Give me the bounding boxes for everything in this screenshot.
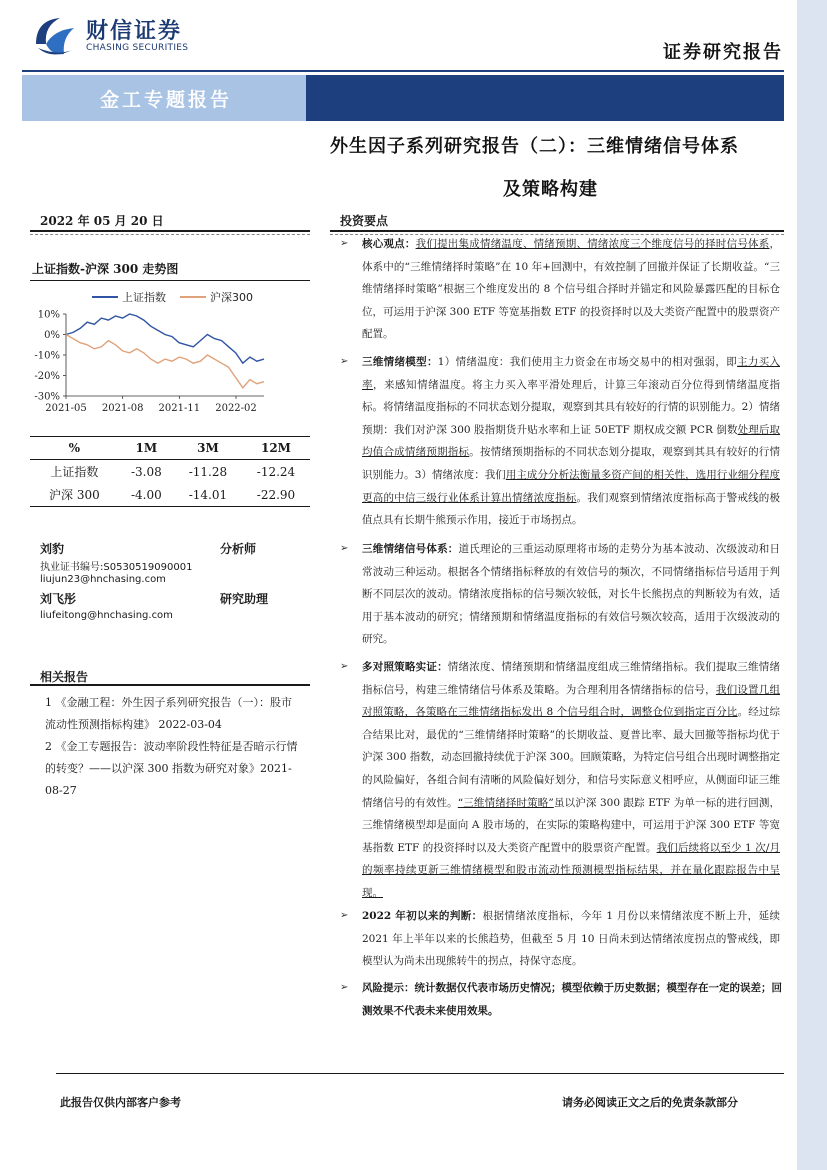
table-row bbox=[30, 483, 310, 507]
bullet-icon: ➢ bbox=[340, 543, 349, 554]
key-point-label: 三维情绪模型： bbox=[362, 356, 438, 368]
related-reports-title: 相关报告 bbox=[40, 670, 89, 684]
divider bbox=[330, 230, 784, 232]
banner-label: 金工专题报告 bbox=[100, 89, 233, 111]
key-point-underline: “三维情绪择时策略” bbox=[457, 796, 554, 809]
chart-x-tick-label: 2021-11 bbox=[158, 403, 201, 414]
brand-name: 财信证券 bbox=[86, 19, 183, 44]
divider bbox=[30, 234, 310, 235]
analyst-name: 刘豹 bbox=[40, 542, 65, 556]
chart-y-tick-label: 10% bbox=[37, 309, 60, 321]
footer-right: 请务必阅读正文之后的免责条款部分 bbox=[562, 1096, 738, 1109]
key-point-underline: 用主成分分析法衡量多资产间的相关性，选用行业细分程度更高的中信三级行业体系计算出情绪浓度指标 bbox=[362, 468, 781, 504]
table-cell: 上证指数 bbox=[50, 465, 99, 479]
bullet-icon: ➢ bbox=[340, 661, 349, 672]
table-header: % bbox=[68, 441, 81, 455]
key-point-text: 。我们观察到情绪浓度指标高于警戒线的极值点具有长期牛熊预示作用，接近于市场拐点。 bbox=[362, 491, 781, 527]
table-cell: -22.90 bbox=[256, 487, 296, 502]
chart-section-title: 上证指数-沪深 300 走势图 bbox=[32, 262, 179, 276]
key-point-text: ，来感知情绪温度。将主力买入率平滑处理后，计算三年滚动百分位得到情绪温度指标。将情绪温度指标的不同状态划分提取，观察到其具有较好的行情的识别能力。2）情绪预期：我们对沪深 300 股指期货升贴水率和上证 50ETF 期权成交额 PCR 倒数 bbox=[362, 378, 781, 436]
brand-name-en: CHASING SECURITIES bbox=[86, 43, 189, 53]
performance-table bbox=[30, 436, 310, 507]
key-point-text: ，体系中的“三维情绪择时策略”在 10 年+回测中，有效控制了回撤并保证了长期收益。“三维情绪择时策略”根据三个维度发出的 8 个信号组合择时并锚定和风险暴露匹配的目标仓位，可运用于沪深 300 ETF 等宽基指数 ETF 的投资择时以及大类资产配置中的股票资产配置。 bbox=[362, 238, 781, 341]
key-point-label: 2022 年初以来的判断： bbox=[362, 910, 483, 922]
key-point-label: 三维情绪信号体系： bbox=[362, 543, 459, 555]
bullet-icon: ➢ bbox=[340, 238, 349, 249]
chart-x-tick-label: 2021-05 bbox=[45, 403, 87, 414]
key-point-label: 多对照策略实证： bbox=[362, 661, 448, 673]
report-title-line1: 外生因子系列研究报告（二）：三维情绪信号体系 bbox=[330, 136, 739, 157]
chart-y-tick-label: 0% bbox=[44, 330, 60, 341]
key-point-strategy bbox=[362, 656, 780, 905]
table-cell: 沪深 300 bbox=[49, 488, 100, 502]
key-point-text: 道氏理论的三重运动原理将市场的走势分为基本波动、次级波动和日常波动三种运动。根据各个情绪指标释放的有效信号的频次，不同情绪指标信号适用于判断不同层次的波动。情绪浓度指标的信号频次较低，对长牛长熊拐点的判断较为有效，适用于基本波动的研究；情绪预期和情绪温度指标的有效信号频次较高，适用于次级波动的研究。 bbox=[362, 543, 781, 646]
side-strip bbox=[797, 0, 827, 1170]
key-point-text: 。按情绪预期指标的不同状态划分提取，观察到其具有较好的行情识别能力。3）情绪浓度：我们 bbox=[362, 446, 781, 481]
report-date: 2022 年 05 月 20 日 bbox=[40, 214, 164, 228]
key-point-underline: 我们设置几组对照策略，各策略在三维情绪指标发出 8 个信号组合时，调整仓位到指定百分比 bbox=[362, 683, 781, 719]
header-rule bbox=[22, 70, 784, 72]
divider bbox=[30, 280, 310, 281]
bullet-icon: ➢ bbox=[340, 910, 349, 921]
key-points-title: 投资要点 bbox=[340, 214, 389, 228]
bullet-icon: ➢ bbox=[340, 356, 349, 367]
key-point-core-view bbox=[362, 233, 780, 346]
divider bbox=[30, 684, 310, 686]
key-point-underline: 我们提出集成情绪温度、情绪预期、情绪浓度三个维度信号的择时信号体系 bbox=[415, 238, 770, 250]
assistant-role: 研究助理 bbox=[220, 592, 269, 606]
report-title-line2: 及策略构建 bbox=[503, 179, 598, 200]
analyst-email[interactable]: liujun23@hnchasing.com bbox=[40, 574, 166, 585]
related-report-item[interactable]: 2 《金工专题报告：波动率阶段性特征是否暗示行情的转变？——以沪深 300 指数为研究对象》2021-08-27 bbox=[45, 740, 298, 797]
key-point-text: 根据情绪浓度指标，今年 1 月份以来情绪浓度不断上升，延续 2021 年上半年以来的长熊趋势，但截至 5 月 10 日尚未到达情绪浓度拐点的警戒线，即模型认为尚未出现熊转牛的拐点，持保守态度。 bbox=[362, 910, 780, 968]
table-cell: -14.01 bbox=[188, 487, 228, 502]
chart-legend-label: 沪深300 bbox=[210, 291, 253, 304]
related-report-item[interactable]: 1 《金融工程：外生因子系列研究报告（一）：股市流动性预测指标构建》 2022-03-04 bbox=[45, 696, 292, 731]
table-cell: -12.24 bbox=[256, 464, 296, 479]
chart-series-line bbox=[66, 314, 264, 363]
chart-y-tick-label: -30% bbox=[34, 391, 60, 403]
footer-left: 此报告仅供内部客户参考 bbox=[60, 1096, 181, 1109]
table-header: 12M bbox=[260, 441, 291, 455]
table-cell: -3.08 bbox=[130, 464, 162, 479]
chart-y-tick-label: -20% bbox=[34, 371, 60, 382]
key-point-text: 1）情绪温度：我们使用主力资金在市场交易中的相对强弱，即 bbox=[437, 356, 738, 368]
footer-rule bbox=[56, 1073, 784, 1074]
table-header: 1M bbox=[135, 441, 158, 455]
index-trend-chart bbox=[30, 284, 310, 422]
analyst-cert: 执业证书编号:S0530519090001 bbox=[40, 562, 193, 573]
key-point-underline: 处理后取均值合成情绪预期指标 bbox=[362, 423, 781, 459]
banner-bar bbox=[306, 75, 784, 121]
key-point-model bbox=[362, 351, 780, 532]
report-type: 证券研究报告 bbox=[663, 42, 783, 63]
key-point-text: 情绪浓度、情绪预期和情绪温度组成三维情绪指标。我们提取三维情绪指标信号，构建三维情绪信号体系及策略。为合理利用各情绪指标的信号， bbox=[362, 661, 781, 696]
table-cell: -11.28 bbox=[188, 464, 228, 479]
risk-warning: 风险提示：统计数据仅代表市场历史情况；模型依赖于历史数据；模型存在一定的误差；回测效果不代表未来使用效果。 bbox=[362, 982, 782, 1017]
key-point-text: 虽以沪深 300 跟踪 ETF 为单一标的进行回测，三维情绪模型却是面向 A 股市场的，在实际的策略构建中，可运用于沪深 300 ETF 等宽基指数 ETF 的投资择时以及大类资产配置中的股票资产配置。 bbox=[362, 796, 780, 854]
chart-legend-label: 上证指数 bbox=[122, 291, 166, 304]
divider bbox=[30, 230, 310, 232]
key-point-label: 核心观点： bbox=[362, 238, 416, 250]
company-logo-icon bbox=[32, 14, 78, 60]
key-point-text: 。经过综合结果比对，最优的“三维情绪择时策略”的长期收益、夏普比率、最大回撤等指标均优于沪深 300 指数，动态回撤持续优于沪深 300。回顾策略，为特定信号组合出现时调整指定的风险偏好，各组合间有清晰的风险偏好划分，和信号实际意义相呼应，从侧面印证三维情绪信号的有效性。 bbox=[362, 706, 780, 809]
key-point-underline: 我们后续将以至少 1 次/月的频率持续更新三维情绪模型和股市流动性预测模型指标结果，并在量化跟踪报告中呈现。 bbox=[362, 841, 780, 899]
key-point-judgment bbox=[362, 905, 780, 973]
assistant-name: 刘飞彤 bbox=[40, 592, 77, 606]
report-banner bbox=[22, 75, 306, 121]
chart-y-tick-label: -10% bbox=[34, 350, 60, 362]
key-point-underline: 主力买入率 bbox=[362, 356, 781, 391]
analyst-role: 分析师 bbox=[220, 542, 257, 556]
table-row bbox=[30, 460, 310, 484]
table-header: 3M bbox=[197, 441, 219, 455]
assistant-email[interactable]: liufeitong@hnchasing.com bbox=[40, 610, 173, 621]
chart-x-tick-label: 2021-08 bbox=[101, 403, 144, 414]
chart-series-line bbox=[66, 335, 264, 388]
bullet-icon: ➢ bbox=[340, 982, 349, 993]
key-point-signal-system bbox=[362, 538, 780, 651]
chart-x-tick-label: 2022-02 bbox=[215, 403, 257, 414]
table-cell: -4.00 bbox=[130, 487, 162, 502]
